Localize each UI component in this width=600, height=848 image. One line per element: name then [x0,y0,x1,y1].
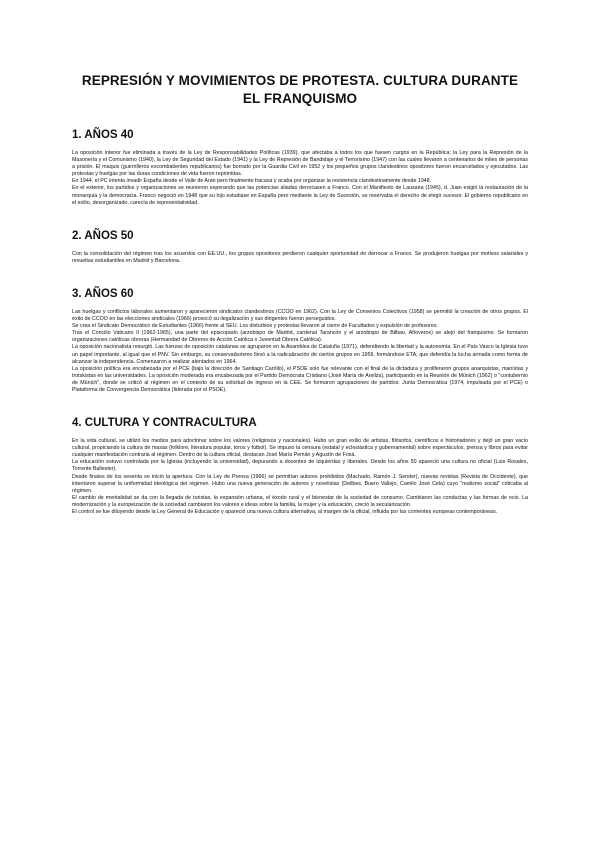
paragraph: Las huelgas y conflictos laborales aumentaron y aparecieron sindicatos clandestinos (CCOO en 1962). Con la Ley de Convenios Colectivos (1958) se permitió la creación de otros grupos. El éxito de CCOO en las elecciones sindicales (1966) provocó su ilegalización y sus dirigentes fueron perseguidos. [72,308,528,323]
paragraph: La oposición nacionalista resurgió. Las fuerzas de oposición catalanas se agruparon en la Asamblea de Cataluña (1971), defendiendo la libertad y la autonomía. En el País Vasco la Iglesia tuvo un papel importante, al igual que el PNV. Sin embargo, su conservadurismo llevó a la radicalización de ciertos grupos en 1959, formándose ETA, que defendía la lucha armada como forma de alcanzar la independencia. Comenzaron a realizar atentados en 1964. [72,344,528,365]
paragraph: La oposición interior fue eliminada a través de la Ley de Responsabilidades Políticas (1939), que afectaba a todos los que fuesen cargos en la República; la Ley para la Represión de la Masonería y el Comunismo (1940), la Ley de Seguridad del Estado (1941) y la Ley de Represión de Bandidaje y el Terrorismo (1947) con las cuales llevaron a centenarios de miles de personas a prisión. El maquis (guerrilleros excombatientes republicanos) fue borrado por la Guardia Civil en 1952 y los pequeños grupos clandestinos opositores fueron encarcelados y ejecutados. Las protestas y huelgas por las duras condiciones de vida fueron reprimidas. [72,150,528,178]
section-anos-60 [72,287,528,394]
paragraph: En el exterior, los partidos y organizaciones se reunieron esperando que las potencias aliadas derrocasen a Franco. Con el Manifiesto de Lausana (1945), d. Juan exigió la restauración de la monarquía y la democracia. Franco negoció en 1948 que su hijo estudiase en España pero mediante la Ley de Sucesión, se reservaba el derecho de elegir sucesor. El gobierno republicano en el exilio, desorganizado, carecía de representatividad. [72,185,528,206]
paragraph: Desde finales de los sesenta se inició la apertura. Con la Ley de Prensa (1966) se permitían autores prohibidos (Machado, Ramón J. Sender), nuevas revistas (Revista de Occidente), que intentaron superar la uniformidad ideológica del régimen. Hubo una nueva generación de autores y novelistas (Delibes, Buero Vallejo, Camilo José Cela) cuyo "realismo social" criticaba al régimen. [72,473,528,494]
section-heading: 1. AÑOS 40 [72,129,134,141]
document-title: REPRESIÓN Y MOVIMIENTOS DE PROTESTA. CULTURA DURANTE EL FRANQUISMO [81,73,519,106]
paragraph: La oposición política era encabezada por el PCE (bajo la dirección de Santiago Carrillo), el PSOE solo fue relevante con el final de la dictadura y proliferaron grupos anarquistas, maoístas y trotskistas en las universidades. La oposición moderada era encabezada por el Partido Demócrata Cristiano (José María de Areilza), participando en la Reunión de Múnich (1962) o "contubernio de Múnich", donde se criticó al régimen en el contexto de su solicitud de ingreso en la CEE. Se formaron agrupaciones de partidos: Junta Democrática (1974, impulsada por el PCE) o Plataforma de Convergencia Democrática (liderada por el PSOE). [72,365,528,393]
section-heading: 2. AÑOS 50 [72,229,134,242]
section-anos-50 [72,229,528,265]
paragraph: Con la consolidación del régimen tras los acuerdos con EE.UU., los grupos opositores perdieron cualquier oportunidad de derrocar a Franco. Se produjeron huelgas por motivos salariales y revueltas estudiantiles en Madrid y Barcelona. [72,250,528,264]
paragraph: Tras el Concilio Vaticano II (1962-1965), una parte del episcopado (arzobispo de Madrid, cardenal Tarancón y el arzobispo de Bilbao, Añoveros) se alejó del franquismo. Se formaron organizaciones católicas obreras (Hermandad de Obreros de Acción Católica o Juventud Obrera Católica). [72,330,528,344]
section-heading: 3. AÑOS 60 [72,287,134,300]
section-cultura-contracultura [72,416,528,516]
paragraph: El control se fue diluyendo desde la Ley General de Educación y apareció una nueva cultura alternativa, al margen de la oficial, influida por las corrientes europeas contemporáneas. [72,509,498,515]
paragraph: Se crea el Sindicato Democrático de Estudiantes (1966) frente al SEU. Los disturbios y protestas llevaron al cierre de Facultades y expulsión de profesores. [72,323,438,330]
paragraph: El cambio de mentalidad se da con la llegada de turistas, la expansión urbana, el éxodo rural y el bienestar de la sociedad de consumo. Cambiaron las conductas y las formas de ocio. La modernización y la europeización de la sociedad cambiaron los valores e ideas sobre la familia, la mujer y la educación, creció la secularización. [72,494,528,508]
section-heading: 4. CULTURA Y CONTRACULTURA [72,417,257,430]
paragraph: En 1944, el PC intenta invadir España desde el Valle de Arán pero finalmente fracasa y acaba por organizar la resistencia clandestinamente desde 1948. [72,178,432,185]
paragraph: La educación estuvo controlada por la Iglesia (incluyendo la universidad), depurando a docentes de izquierdas y liberales. Desde los años 50 apareció una cultura no oficial (Luis Rosales, Torrente Ballester). [72,459,528,473]
paragraph: En la vida cultural, se utilizó los medios para adoctrinar sobre los valores (religiosos y nacionales). Hubo un gran exilio de artistas, filósofos, científicos e historiadores y dejó un gran vacío cultural, propiciando la cultura de masas (folklore, literatura popular, toros y fútbol). Se impuso la censura (estatal y eclesiástica y gubernamental) sobre espectáculos, prensa y libros para evitar cualquier manifestación contraria al régimen. Dentro de la cultura oficial, destacan José María Pemán y Agustín de Foxá. [72,438,528,459]
section-anos-40 [72,128,528,207]
